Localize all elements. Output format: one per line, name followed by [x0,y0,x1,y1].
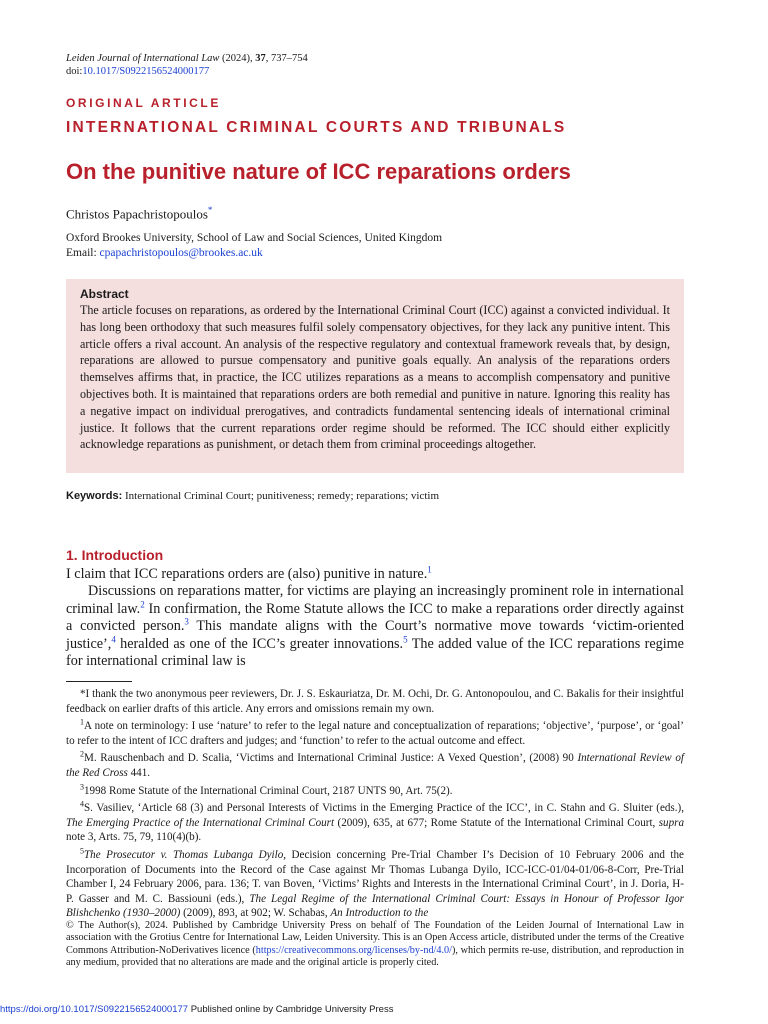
footnote-star: *I thank the two anonymous peer reviewers, Dr. J. S. Eskauriatza, Dr. M. Ochi, Dr. G. Antonopoulou, and C. Bakalis for their insightful feedback on earlier drafts of this article. Any errors and omissions remain my own. [66,688,684,715]
article-type: ORIGINAL ARTICLE [66,96,221,110]
footnote-5-text-b: (2009), 893, at 902; W. Schabas, [180,907,331,920]
author-footnote-mark[interactable]: * [207,205,213,215]
footnote-4-italic: The Emerging Practice of the International Criminal Court [66,816,335,829]
footnote-1 [66,719,684,748]
intro-p2-text-c: This mandate aligns with the Court’s normative move towards ‘victim-oriented justice’, [66,618,684,652]
footnote-2-mark: 2 [80,749,84,759]
keywords [66,490,439,502]
footnote-5-book-title-2: An Introduction to the [330,907,429,920]
intro-p2-text-d: heralded as one of the ICC’s greater innovations. [115,635,404,652]
intro-heading: 1. Introduction [66,547,164,563]
abstract-text: The article focuses on reparations, as ordered by the International Criminal Court (ICC) against a convicted individual. It has long been orthodoxy that such measures fulfil solely compensatory objectives, for they lack any punitive intent. This article offers a rival account. An analysis of the respective regulatory and contextual framework reveals that, by design, reparations are allowed to pursue compensatory and punitive goals equally. An analysis of the reparations orders themselves affirms that, in practice, the ICC utilizes reparations as a means to accomplish compensatory and punitive objectives both. It is maintained that reparations orders are both remedial and punitive in nature. Ignoring this reality has a negative impact on individual prerogatives, and contradicts fundamental sentencing ideals of international criminal justice. It follows that the current reparations order regime should be reformed. The ICC should either explicitly acknowledge reparations as punishment, or detach them from criminal proceedings altogether. [80,303,670,452]
footnote-2 [66,751,684,780]
journal-pages: , 737–754 [265,53,308,64]
footnote-4 [66,801,684,845]
footnote-4-mark: 4 [80,799,84,809]
intro-p2-text-e: The added value of the ICC reparations regime for international criminal law is [66,635,684,670]
bottom-doi-bar [0,1004,393,1015]
license-text-b: ), which permits re-use, distribution, and reproduction in any medium, provided that no alterations are made and the original article is properly cited. [66,944,684,969]
abstract-box [66,279,684,473]
footnote-5-case-name: The Prosecutor v. Thomas Lubanga Dyilo [84,848,284,861]
author-name: Christos Papachristopoulos [66,206,208,222]
footnote-ref-5[interactable]: 5 [403,633,408,644]
footnote-4-text-b: (2009), 635, at 677; Rome Statute of the International Criminal Court, [334,816,659,829]
author [66,205,212,222]
footnotes [66,687,684,924]
license-link[interactable]: https://creativecommons.org/licenses/by-nd/4.0/ [255,944,452,956]
footnote-3-text: 1998 Rome Statute of the International Criminal Court, 2187 UNTS 90, Art. 75(2). [84,784,453,797]
affiliation [66,231,442,261]
affiliation-institution: Oxford Brookes University, School of Law and Social Sciences, United Kingdom [66,232,443,244]
footnote-5 [66,848,684,921]
footnote-5-mark: 5 [80,846,84,856]
intro-paragraph-2 [66,583,684,670]
footnote-3-mark: 3 [80,781,84,791]
footnote-ref-3[interactable]: 3 [184,616,189,627]
footnote-5-text-a: , Decision concerning Pre-Trial Chamber I’s Decision of 10 February 2006 and the Incorporation of Documents into the Record of the Case against Mr Thomas Lubanga Dyilo, ICC-ICC-01/04-01/06-8-Corr, Pre-Trial Chamber I, 24 February 2006, para. 136; T. van Boven, ‘Victims’ Rights and Interests in the International Criminal Court’, in J. Doria, H-P. Gasser and M. C. Bassiouni (eds.), [66,848,684,905]
footnote-4-supra: supra [658,816,684,829]
abstract-heading: Abstract [80,287,129,301]
footnote-ref-1[interactable]: 1 [427,564,432,575]
intro-p1-text: I claim that ICC reparations orders are (also) punitive in nature. [66,566,428,582]
article-title: On the punitive nature of ICC reparations orders [66,159,571,184]
email-label: Email: [66,247,100,259]
footnote-ref-2[interactable]: 2 [140,599,145,610]
footnote-ref-4[interactable]: 4 [111,633,116,644]
intro-body [66,566,684,670]
intro-p2-text-b: In confirmation, the Rome Statute allows the ICC to make a reparations order directly against a convicted person. [66,600,684,635]
footnote-2-text-b: 441. [127,766,151,779]
license-notice [66,920,684,970]
footnote-divider [66,681,132,682]
footnote-1-text: A note on terminology: I use ‘nature’ to refer to the legal nature and conceptualization of reparations; ‘objective’, ‘purpose’, or ‘goal’ to refer to the intent of ICC drafters and judges; and ‘function’ to refer to the actual outcome and effect. [66,720,684,747]
footnote-4-text-a: S. Vasiliev, ‘Article 68 (3) and Personal Interests of Victims in the Emerging Practice of the ICC’, in C. Stahn and G. Sluiter (eds.), [84,802,684,815]
keywords-label: Keywords: [66,490,123,502]
bottom-published-text: Published online by Cambridge University Press [188,1004,394,1015]
footnote-1-mark: 1 [80,717,84,727]
keywords-text: International Criminal Court; punitiveness; remedy; reparations; victim [122,490,440,502]
footnote-5-book-title: The Legal Regime of the International Criminal Court: Essays in Honour of Professor Igor Blishchenko (1930–2000) [66,892,684,920]
license-text-a: © The Author(s), 2024. Published by Cambridge University Press on behalf of The Foundation of the Leiden Journal of International Law in association with the Grotius Centre for International Law, Leiden University. This is an Open Access article, distributed under the terms of the Creative Commons Attribution-NoDerivatives licence ( [66,920,684,956]
footnote-2-italic: International Review of the Red Cross [66,752,684,779]
journal-name: Leiden Journal of International Law [66,53,220,64]
footnote-3 [66,781,684,799]
footnote-4-text-c: note 3, Arts. 75, 79, 110(4)(b). [66,831,202,844]
intro-p2-text-a: Discussions on reparations matter, for victims are playing an increasingly prominent role in international criminal law. [66,583,684,617]
journal-year: (2024), [219,53,256,64]
journal-volume: 37 [255,53,266,64]
journal-citation [66,52,308,78]
doi-link[interactable]: 10.1017/S0922156524000177 [82,66,210,77]
bottom-doi-link[interactable]: https://doi.org/10.1017/S0922156524000177 [0,1004,189,1015]
section-title: INTERNATIONAL CRIMINAL COURTS AND TRIBUNALS [66,119,567,136]
doi-label: doi: [66,66,83,77]
intro-paragraph-1 [66,566,684,583]
email-link[interactable]: cpapachristopoulos@brookes.ac.uk [99,247,263,259]
footnote-2-text-a: M. Rauschenbach and D. Scalia, ‘Victims and International Criminal Justice: A Vexed Question’, (2008) 90 [84,752,578,765]
